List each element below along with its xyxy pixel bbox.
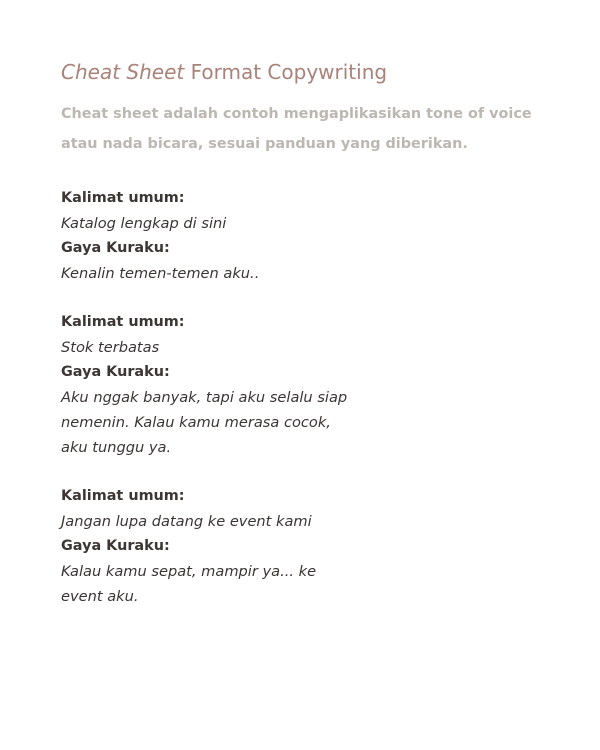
kuraku-style-label: Gaya Kuraku:	[61, 364, 170, 380]
cheat-sheet-page	[61, 58, 561, 633]
entry-2	[61, 310, 361, 460]
kuraku-style-label: Gaya Kuraku:	[61, 240, 170, 256]
general-sentence-label: Kalimat umum:	[61, 488, 185, 504]
page-title	[61, 58, 561, 86]
page-title-rest: Format Copywriting	[184, 60, 388, 84]
general-sentence-text: Katalog lengkap di sini	[61, 215, 227, 232]
general-sentence-label: Kalimat umum:	[61, 190, 185, 206]
kuraku-style-text: Kenalin temen-temen aku..	[61, 265, 260, 282]
general-sentence-text: Jangan lupa datang ke event kami	[61, 513, 312, 530]
entry-3	[61, 484, 361, 609]
general-sentence-text: Stok terbatas	[61, 339, 160, 356]
kuraku-style-text: Aku nggak banyak, tapi aku selalu siap nemenin. Kalau kamu merasa cocok, aku tunggu ya.	[61, 389, 348, 456]
entry-1	[61, 186, 361, 286]
page-title-italic: Cheat Sheet	[61, 60, 185, 84]
general-sentence-label: Kalimat umum:	[61, 314, 185, 330]
kuraku-style-label: Gaya Kuraku:	[61, 538, 170, 554]
kuraku-style-text: Kalau kamu sepat, mampir ya... ke event aku.	[61, 563, 317, 605]
page-subtitle: Cheat sheet adalah contoh mengaplikasikan tone of voice atau nada bicara, sesuai panduan yang diberikan.	[61, 106, 532, 152]
entries-list	[61, 186, 561, 609]
